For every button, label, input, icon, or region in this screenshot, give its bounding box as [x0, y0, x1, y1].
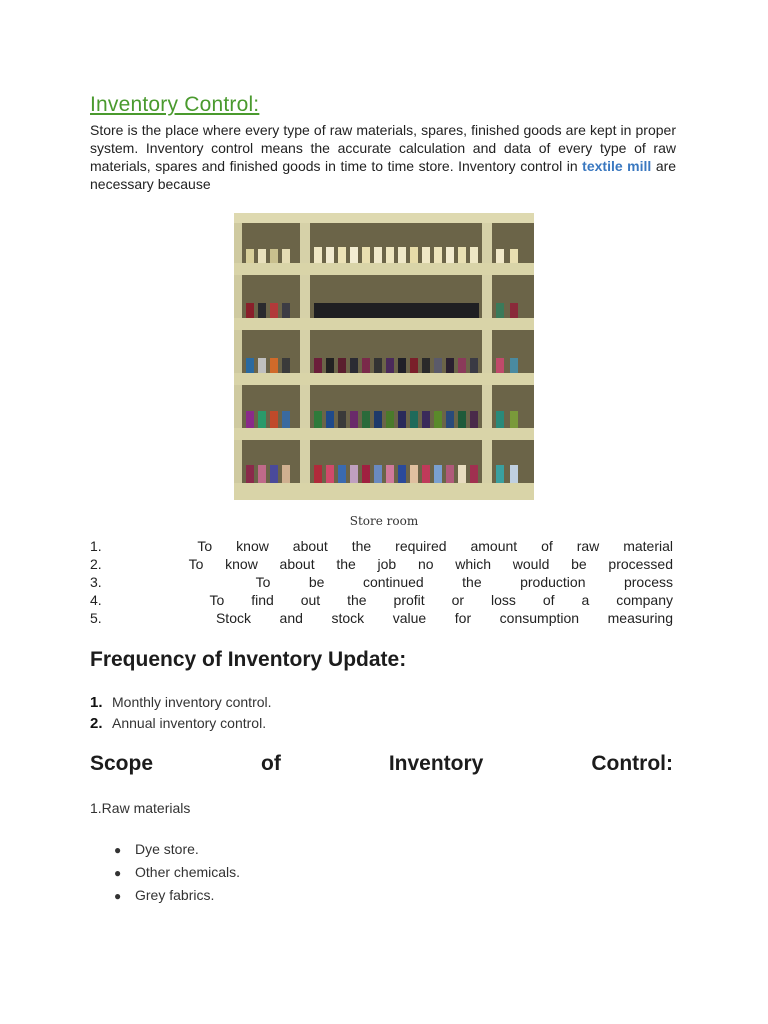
reasons-list [90, 537, 673, 627]
intro-tail: are necessary because [90, 158, 677, 192]
intro-paragraph [90, 121, 676, 193]
list-item: 4. To find out the profit or loss of a company [90, 592, 673, 608]
scope-heading: Scope of Inventory Control: [90, 752, 673, 775]
list-text: Grey fabrics. [135, 887, 215, 903]
list-item [90, 838, 240, 861]
textile-mill-link[interactable]: textile mill [582, 158, 652, 174]
list-item: 3. To be continued the production process [90, 574, 673, 590]
list-item [90, 884, 240, 907]
list-item [90, 713, 272, 734]
page-title: Inventory Control: [90, 93, 260, 116]
list-text: Other chemicals. [135, 864, 241, 880]
list-text: Monthly inventory control. [112, 694, 272, 710]
intro-text: Store is the place where every type of raw materials, spares, finished goods are kept in proper system. Inventory control means the accurate calculation and data of every type of raw materials, spares and finished goods in time to time store. Inventory control in [90, 122, 676, 174]
list-number: 2. [90, 715, 103, 732]
bullet-icon: ● [114, 843, 122, 857]
list-item [90, 861, 240, 884]
frequency-heading: Frequency of Inventory Update: [90, 648, 407, 671]
list-item: 1. To know about the required amount of raw material [90, 538, 673, 554]
frequency-list [90, 692, 272, 734]
list-text: Dye store. [135, 841, 199, 857]
raw-materials-list [90, 838, 240, 907]
list-item: 2. To know about the job no which would be processed [90, 556, 673, 572]
store-room-photo [234, 213, 534, 500]
image-caption: Store room [349, 514, 419, 528]
list-item: 5. Stock and stock value for consumption measuring [90, 610, 673, 626]
raw-materials-label: 1.Raw materials [90, 800, 191, 816]
list-text: Annual inventory control. [112, 715, 267, 731]
bullet-icon: ● [114, 866, 122, 880]
list-number: 1. [90, 694, 103, 711]
bullet-icon: ● [114, 889, 122, 903]
list-item [90, 692, 272, 713]
